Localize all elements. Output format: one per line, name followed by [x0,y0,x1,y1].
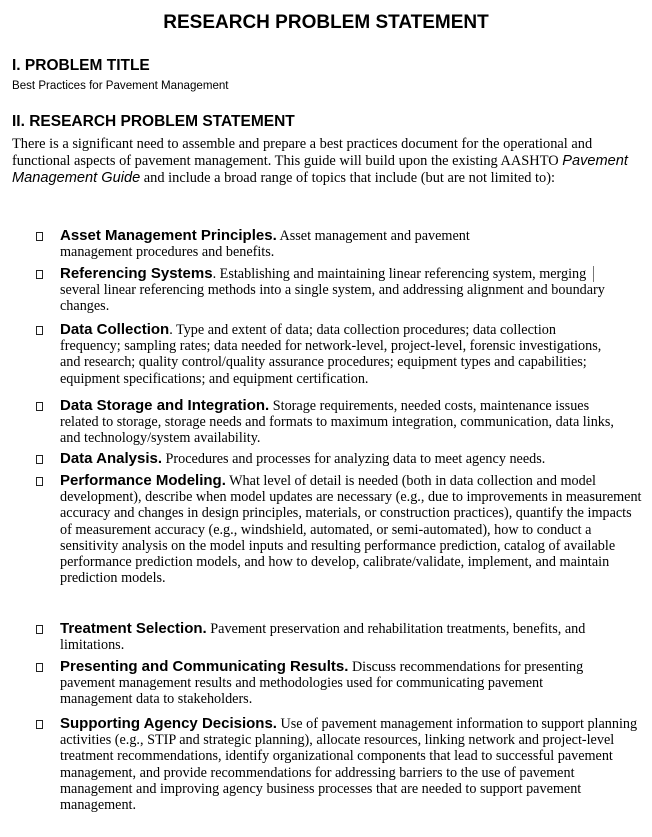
section-heading-problem-title: I. PROBLEM TITLE [12,57,150,74]
square-bullet-icon [36,270,43,279]
topic-description: Pavement preservation and rehabilitation treatments, benefits, and limitations. [60,621,586,654]
topic-description: Procedures and processes for analyzing data to meet agency needs. [162,451,546,467]
square-bullet-icon [36,477,43,486]
square-bullet-icon [36,720,43,729]
square-bullet-icon [36,663,43,672]
topic-term: Data Storage and Integration. [60,397,270,414]
topic-description: Discuss recommendations for presenting pavement management results and methodologies used for communicating pavement management data to stakeholders. [60,659,584,708]
topic-description: Asset management and pavement management procedures and benefits. [60,228,470,261]
document-title: RESEARCH PROBLEM STATEMENT [163,12,489,33]
square-bullet-icon [36,402,43,411]
topic-description: . Type and extent of data; data collection procedures; data collection frequency; sampling rates; data needed for network-level, project-level, forensic investigations, and research; quality control/quality assurance procedures; equipment types and capabilities; equipment specifications; and equipment certification. [60,322,602,387]
topic-term: Treatment Selection. [60,620,207,637]
intro-text-end: and include a broad range of topics that include (but are not limited to): [140,170,555,186]
topic-term: Data Collection [60,321,170,338]
topic-term: Performance Modeling. [60,472,226,489]
topic-term: Presenting and Communicating Results. [60,658,349,675]
topic-term: Referencing Systems [60,265,213,282]
text-cursor [593,266,594,282]
topic-term: Asset Management Principles. [60,227,277,244]
topic-description: Storage requirements, needed costs, maintenance issues related to storage, storage needs and formats to maximum integration, communication, data links, and technology/system availability. [60,398,614,447]
topic-description: Use of pavement management information to support planning activities (e.g., STIP and strategic planning), allocate resources, linking network and project-level treatment recommendations, identify organizational components that lead to successful pavement management, and provide recommendations for addressing barriers to the use of pavement management and improving agency business processes that are needed to support pavement management. [60,716,638,814]
topic-description: What level of detail is needed (both in data collection and model development), describe when model updates are necessary (e.g., due to improvements in measurement accuracy and changes in design principles, materials, or construction practices), quantify the impacts of measurement accuracy (e.g., windshield, automated, or semi-automated), how to conduct a sensitivity analysis on the model inputs and resulting performance prediction, catalog of available performance prediction models, and how to develop, calibrate/validate, implement, and maintain prediction models. [60,473,642,587]
square-bullet-icon [36,625,43,634]
square-bullet-icon [36,232,43,241]
problem-title-value: Best Practices for Pavement Management [12,78,229,92]
section-heading-research-problem-statement: II. RESEARCH PROBLEM STATEMENT [12,113,295,130]
topic-term: Supporting Agency Decisions. [60,715,277,732]
intro-text-start: There is a significant need to assemble and prepare a best practices document for the operational and functional aspects of pavement management. This guide will build upon the existing AASHTO [12,136,593,169]
guide-name-italic: Pavement Management Guide [12,153,628,186]
square-bullet-icon [36,326,43,335]
topic-description: . Establishing and maintaining linear referencing system, merging several linear referencing methods into a single system, and addressing alignment and boundary changes. [60,266,605,315]
square-bullet-icon [36,455,43,464]
topic-term: Data Analysis. [60,450,162,467]
intro-paragraph [12,136,642,187]
